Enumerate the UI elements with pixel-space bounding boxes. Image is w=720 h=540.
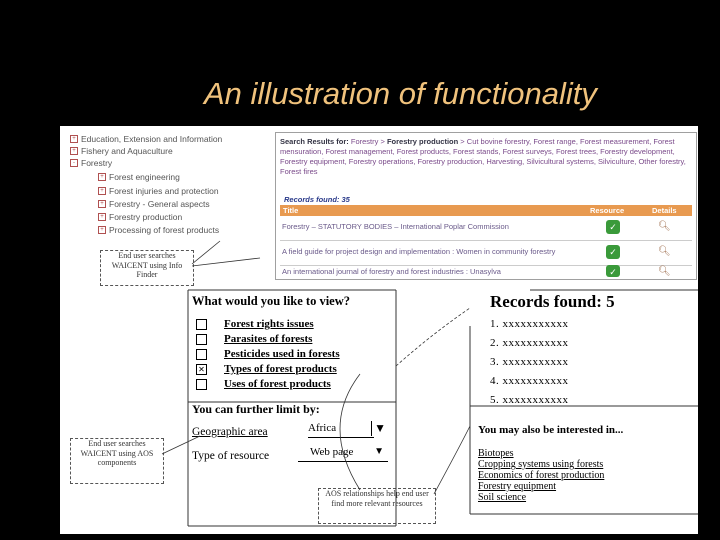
related-link[interactable]: Cropping systems using forests	[478, 459, 604, 470]
column-title[interactable]: Title	[283, 206, 299, 215]
callout-aos-components: End user searches WAICENT using AOS components	[70, 438, 164, 484]
arrow-aos-to-form	[162, 436, 200, 454]
option-pesticides[interactable]: Pesticides used in forests	[196, 348, 340, 360]
expand-icon[interactable]: +	[98, 213, 106, 221]
expand-icon[interactable]: +	[98, 200, 106, 208]
tree-item-forestry[interactable]: - Forestry	[70, 158, 112, 168]
expand-icon[interactable]: +	[98, 187, 106, 195]
connector-lines	[60, 126, 698, 534]
expand-icon[interactable]: +	[70, 147, 78, 155]
record-item[interactable]: 4. xxxxxxxxxxx	[490, 375, 569, 387]
resource-icon[interactable]: ✓	[606, 265, 620, 277]
resource-icon[interactable]: ✓	[606, 220, 620, 234]
form-question: What would you like to view?	[192, 294, 351, 308]
collapse-icon[interactable]: -	[70, 159, 78, 167]
result-title-link[interactable]: A field guide for project design and implementation : Women in community forestry	[282, 247, 556, 256]
callout-aos-relationships: AOS relationships help end user find more relevant resources	[318, 488, 436, 524]
records-found-heading: Records found: 5	[490, 292, 615, 311]
limit-heading: You can further limit by:	[192, 402, 320, 416]
details-magnifier-icon[interactable]: 🔍︎	[658, 266, 671, 277]
tree-item-forest-injuries[interactable]: + Forest injuries and protection	[98, 186, 219, 196]
record-item[interactable]: 5. xxxxxxxxxxx	[490, 394, 569, 406]
type-of-resource-label: Type of resource	[192, 450, 270, 462]
geographic-area-select[interactable]: Africa ▼	[308, 422, 374, 438]
related-link[interactable]: Economics of forest production	[478, 470, 605, 481]
related-terms[interactable]: Cut bovine forestry, Forest range, Forest measurement, Forest mensuration, Forest management, Forest products, Forest stands, Forest surveys, Forest trees, Forestry development, Forestry equipment, Forestry operations, Forestry production, Harvesting, Silvicultural systems, Silviculture, Other forestry, Forest fires	[280, 137, 686, 176]
also-interested-heading: You may also be interested in...	[478, 424, 624, 436]
illustration-canvas	[60, 126, 698, 534]
expand-icon[interactable]: +	[98, 226, 106, 234]
expand-icon[interactable]: +	[70, 135, 78, 143]
tree-item-forestry-production[interactable]: + Forestry production	[98, 212, 182, 222]
chevron-down-icon[interactable]: ▼	[371, 421, 386, 436]
details-magnifier-icon[interactable]: 🔍︎	[658, 221, 671, 232]
records-found-count: Records found: 35	[284, 195, 350, 204]
geographic-area-label: Geographic area	[192, 426, 268, 438]
arrow-relationships-to-form	[340, 374, 360, 490]
resource-icon[interactable]: ✓	[606, 245, 620, 259]
related-link[interactable]: Soil science	[478, 492, 527, 503]
option-forest-rights[interactable]: Forest rights issues	[196, 318, 314, 330]
breadcrumb-current: Forestry production	[386, 137, 459, 146]
breadcrumb-link[interactable]: Forestry	[350, 137, 379, 146]
details-magnifier-icon[interactable]: 🔍︎	[658, 246, 671, 257]
tree-item-forest-engineering[interactable]: + Forest engineering	[98, 172, 180, 182]
related-link[interactable]: Biotopes	[478, 448, 514, 459]
tree-item-forestry-general[interactable]: + Forestry - General aspects	[98, 199, 210, 209]
result-title-link[interactable]: Forestry – STATUTORY BODIES – International Poplar Commission	[282, 222, 509, 231]
arrow-info-finder-to-tree	[192, 241, 220, 264]
expand-icon[interactable]: +	[98, 173, 106, 181]
option-types-forest-products[interactable]: ✕ Types of forest products	[196, 363, 337, 375]
checkbox-checked[interactable]: ✕	[196, 364, 207, 375]
tree-item-fishery[interactable]: + Fishery and Aquaculture	[70, 146, 173, 156]
record-item[interactable]: 2. xxxxxxxxxxx	[490, 337, 569, 349]
callout-info-finder: End user searches WAICENT using Info Finder	[100, 250, 194, 286]
column-resource[interactable]: Resource	[590, 206, 625, 215]
arrow-relationships-to-records	[434, 426, 470, 494]
chevron-down-icon[interactable]: ▼	[374, 446, 384, 457]
tree-item-education[interactable]: + Education, Extension and Information	[70, 134, 222, 144]
arrow-form-to-records	[396, 308, 470, 366]
resource-type-select[interactable]: Web page ▼	[298, 446, 388, 462]
record-item[interactable]: 3. xxxxxxxxxxx	[490, 356, 569, 368]
result-title-link[interactable]: An international journal of forestry and forest industries : Unasylva	[282, 267, 501, 276]
tree-item-processing[interactable]: + Processing of forest products	[98, 225, 219, 235]
arrow-info-finder-to-results	[192, 258, 260, 266]
slide-title: An illustration of functionality	[204, 76, 597, 111]
column-details[interactable]: Details	[652, 206, 677, 215]
option-uses-forest-products[interactable]: Uses of forest products	[196, 378, 331, 390]
breadcrumb: Search Results for: Forestry > Forestry production > Cut bovine forestry, Forest range, Forest measurement, Forest mensuration, Forest management, Forest products, Forest stands, Forest surveys, Forest trees, Forestry development, Forestry equipment, Forestry operations, Forestry production, Harvesting, Silvicultural systems, Silviculture, Other forestry, Forest fires	[280, 137, 686, 176]
related-link[interactable]: Forestry equipment	[478, 481, 557, 492]
option-parasites[interactable]: Parasites of forests	[196, 333, 312, 345]
record-item[interactable]: 1. xxxxxxxxxxx	[490, 318, 569, 330]
